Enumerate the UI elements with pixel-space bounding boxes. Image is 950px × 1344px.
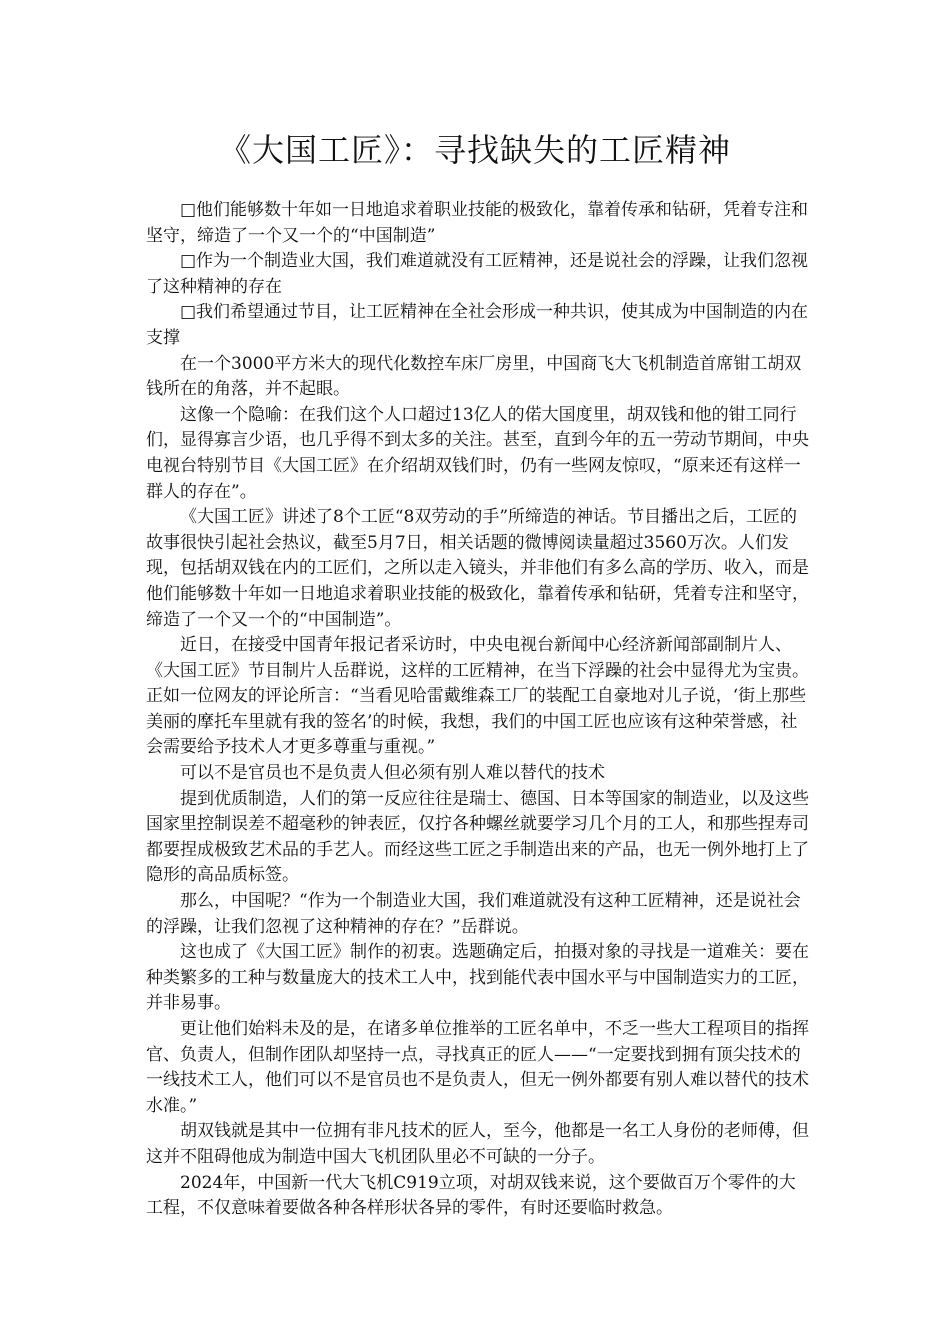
document-body: [146, 198, 811, 1222]
body-paragraph: 那么，中国呢？“作为一个制造业大国，我们难道就没有这种工匠精神，还是说社会的浮躁，让我们忽视了这种精神的存在？”岳群说。: [146, 891, 801, 937]
summary-point-3: □我们希望通过节目，让工匠精神在全社会形成一种共识，使其成为中国制造的内在支撑: [146, 302, 809, 348]
body-paragraph: 胡双钱就是其中一位拥有非凡技术的匠人，至今，他都是一名工人身份的老师傅，但这并不阻碍他成为制造中国大飞机团队里必不可缺的一分子。: [146, 1121, 809, 1167]
body-paragraph: 提到优质制造，人们的第一反应往往是瑞士、德国、日本等国家的制造业，以及这些国家里控制误差不超毫秒的钟表匠，仅拧各种螺丝就要学习几个月的工人，和那些捏寿司都要捏成极致艺术品的手艺人。而经这些工匠之手制造出来的产品，也无一例外地打上了隐形的高品质标签。: [146, 788, 809, 886]
document-title: 《大国工匠》：寻找缺失的工匠精神: [218, 131, 731, 169]
body-paragraph: 更让他们始料未及的是，在诸多单位推举的工匠名单中，不乏一些大工程项目的指挥官、负责人，但制作团队却坚持一点，寻找真正的匠人——“一定要找到拥有顶尖技术的一线技术工人，他们可以不是官员也不是负责人，但无一例外都要有别人难以替代的技术水准。”: [146, 1019, 809, 1116]
summary-point-1: □他们能够数十年如一日地追求着职业技能的极致化，靠着传承和钻研，凭着专注和坚守，缔造了一个又一个的“中国制造”: [146, 200, 809, 246]
body-paragraph: 《大国工匠》讲述了8个工匠“8双劳动的手”所缔造的神话。节目播出之后，工匠的故事很快引起社会热议，截至5月7日，相关话题的微博阅读量超过3560万次。人们发现，包括胡双钱在内的工匠们，之所以走入镜头，并非他们有多么高的学历、收入，而是他们能够数十年如一日地追求着职业技能的极致化，靠着传承和钻研，凭着专注和坚守，缔造了一个又一个的“中国制造”。: [146, 507, 809, 630]
body-paragraph: 近日，在接受中国青年报记者采访时，中央电视台新闻中心经济新闻部副制片人、《大国工匠》节目制片人岳群说，这样的工匠精神，在当下浮躁的社会中显得尤为宝贵。正如一位网友的评论所言：“当看见哈雷戴维森工厂的装配工自豪地对儿子说，‘街上那些美丽的摩托车里就有我的签名’的时候，我想，我们的中国工匠也应该有这种荣誉感，社会需要给予技术人才更多尊重与重视。”: [146, 635, 809, 758]
section-heading: 可以不是官员也不是负责人但必须有别人难以替代的技术: [180, 763, 605, 784]
body-paragraph: 在一个3000平方米大的现代化数控车床厂房里，中国商飞大飞机制造首席钳工胡双钱所在的角落，并不起眼。: [146, 353, 802, 400]
body-paragraph: 这也成了《大国工匠》制作的初衷。选题确定后，拍摄对象的寻找是一道难关：要在种类繁多的工种与数量庞大的技术工人中，找到能代表中国水平与中国制造实力的工匠，并非易事。: [146, 942, 809, 1014]
body-paragraph: 2024年，中国新一代大飞机C919立项，对胡双钱来说，这个要做百万个零件的大工程，不仅意味着要做各种各样形状各异的零件，有时还要临时救急。: [146, 1172, 796, 1219]
summary-point-2: □作为一个制造业大国，我们难道就没有工匠精神，还是说社会的浮躁，让我们忽视了这种精神的存在: [146, 251, 809, 297]
body-paragraph: 这像一个隐喻：在我们这个人口超过13亿人的偌大国度里，胡双钱和他的钳工同行们，显得寡言少语，也几乎得不到太多的关注。甚至，直到今年的五一劳动节期间，中央电视台特别节目《大国工匠》在介绍胡双钱们时，仍有一些网友惊叹，“原来还有这样一群人的存在”。: [146, 404, 809, 502]
